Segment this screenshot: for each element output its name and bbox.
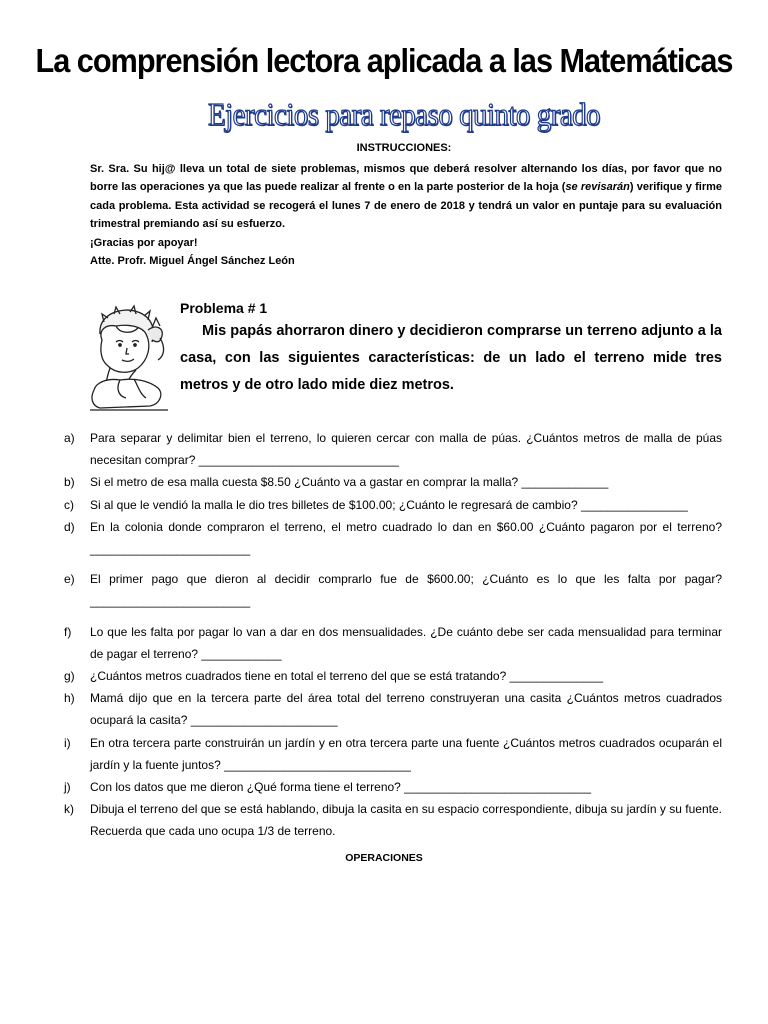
question-text: Si al que le vendió la malla le dio tres billetes de $100.00; ¿Cuánto le regresará de cambio? ________________ xyxy=(90,497,688,512)
question-item-f xyxy=(64,621,722,665)
worksheet-title: La comprensión lectora aplicada a las Matemáticas xyxy=(35,42,733,79)
question-text: Si el metro de esa malla cuesta $8.50 ¿Cuánto va a gastar en comprar la malla? _____________ xyxy=(90,475,609,490)
instructions-signature: Atte. Profr. Miguel Ángel Sánchez León xyxy=(90,255,295,268)
question-letter: b) xyxy=(64,475,75,490)
question-item-g xyxy=(64,665,722,687)
question-letter: j) xyxy=(64,780,71,795)
instructions-thanks: ¡Gracias por apoyar! xyxy=(90,236,198,249)
question-item-c xyxy=(64,494,722,516)
question-letter: f) xyxy=(64,624,72,639)
question-item-e xyxy=(64,568,722,612)
question-item-i xyxy=(64,732,722,776)
question-item-h xyxy=(64,687,722,731)
question-item-a xyxy=(64,427,722,471)
question-item-k xyxy=(64,798,722,842)
question-item-b xyxy=(64,471,722,493)
question-text: En la colonia donde compraron el terreno, el metro cuadrado lo dan en $60.00 ¿Cuánto pagaron por el terreno? ________________________ xyxy=(90,519,722,557)
question-text: Dibuja el terreno del que se está hablando, dibuja la casita en su espacio correspondiente, dibuja su jardín y su fuente. Recuerda que cada uno ocupa 1/3 de terreno. xyxy=(90,802,722,839)
problem-statement: Mis papás ahorraron dinero y decidieron comprarse un terreno adjunto a la casa, con las siguientes características: de un lado el terreno mide tres metros y de otro lado mide diez metros. xyxy=(180,323,722,393)
girl-thinking-illustration xyxy=(86,304,172,416)
question-letter: h) xyxy=(64,691,75,706)
question-text: Lo que les falta por pagar lo van a dar en dos mensualidades. ¿De cuánto debe ser cada mensualidad para terminar de pagar el terreno? ____________ xyxy=(90,624,722,661)
operations-label: OPERACIONES xyxy=(345,852,423,864)
question-letter: e) xyxy=(64,572,75,587)
question-text: El primer pago que dieron al decidir comprarlo fue de $600.00; ¿Cuánto es lo que les falta por pagar? ________________________ xyxy=(90,572,722,609)
instructions-block xyxy=(90,160,722,270)
question-letter: k) xyxy=(64,802,74,817)
instructions-emphasis: se revisarán xyxy=(565,181,630,194)
question-text: ¿Cuántos metros cuadrados tiene en total el terreno del que se está tratando? ______________ xyxy=(90,669,604,684)
question-text: En otra tercera parte construirán un jardín y en otra tercera parte una fuente ¿Cuántos metros cuadrados ocuparán el jardín y la fuente juntos? ____________________________ xyxy=(90,735,722,772)
question-item-j xyxy=(64,776,722,798)
question-text: Para separar y delimitar bien el terreno, lo quieren cercar con malla de púas. ¿Cuántos metros de malla de púas necesitan comprar? ______________________________ xyxy=(90,431,722,468)
question-item-d xyxy=(64,516,722,560)
question-text: Mamá dijo que en la tercera parte del área total del terreno construyeran una casita ¿Cuántos metros cuadrados ocupará la casita? ______________________ xyxy=(90,691,722,728)
question-letter: d) xyxy=(64,519,75,534)
instructions-heading: INSTRUCCIONES: xyxy=(356,142,452,154)
question-text: Con los datos que me dieron ¿Qué forma tiene el terreno? ____________________________ xyxy=(90,780,592,795)
question-letter: g) xyxy=(64,669,75,684)
worksheet-subtitle: Ejercicios para repaso quinto grado xyxy=(207,96,601,132)
question-letter: i) xyxy=(64,735,71,750)
problem-heading: Problema # 1 xyxy=(180,300,268,316)
instructions-paragraph: Sr. Sra. Su hij@ lleva un total de siete problemas, mismos que deberá resolver alternando los días, por favor que no borre las operaciones ya que las puede realizar al frente o en la parte posterior de la hoja (se revisarán) verifique y firme cada problema. Esta actividad se recogerá el lunes 7 de enero de 2018 y tendrá un valor en puntaje para su evaluación trimestral premiando así su esfuerzo. xyxy=(90,163,723,231)
problem-text xyxy=(180,318,722,399)
question-letter: c) xyxy=(64,497,74,512)
question-letter: a) xyxy=(64,431,75,445)
question-list xyxy=(64,427,722,843)
